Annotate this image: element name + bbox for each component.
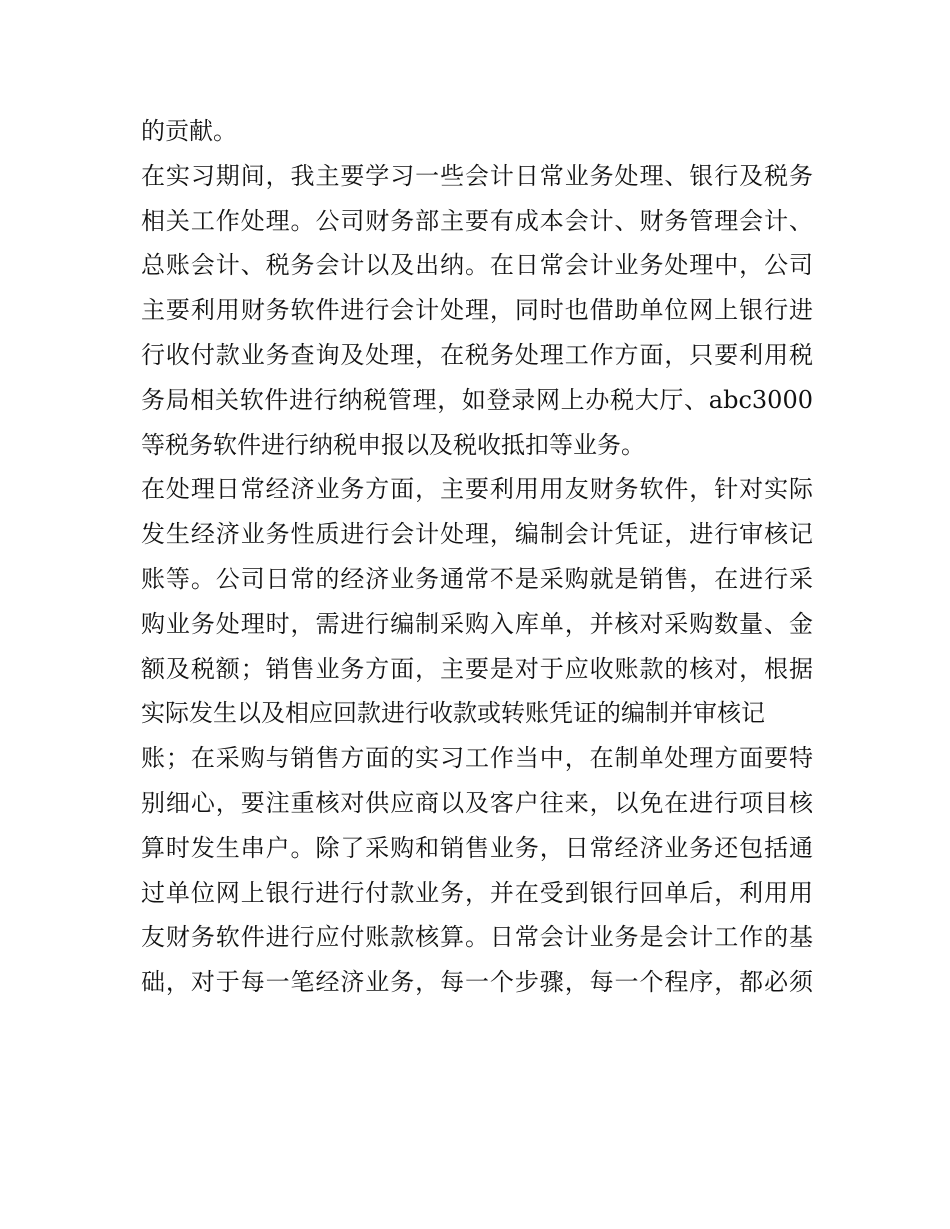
text-line: 的贡献。 <box>141 117 237 145</box>
text-line: 总账会计、税务会计以及出纳。在日常会计业务处理中，公司 <box>141 251 813 280</box>
text-line: 过单位网上银行进行付款业务，并在受到银行回单后，利用用 <box>141 878 813 907</box>
text-line: 实际发生以及相应回款进行收款或转账凭证的编制并审核记 <box>141 699 765 728</box>
text-line: 友财务软件进行应付账款核算。日常会计业务是会计工作的基 <box>141 923 813 952</box>
text-line: 额及税额；销售业务方面，主要是对于应收账款的核对，根据 <box>141 654 813 683</box>
text-line: 相关工作处理。公司财务部主要有成本会计、财务管理会计、 <box>141 206 813 235</box>
text-line: 等税务软件进行纳税申报以及税收抵扣等业务。 <box>141 430 645 459</box>
text-line: 账等。公司日常的经济业务通常不是采购就是销售，在进行采 <box>141 564 813 593</box>
text-line: 础，对于每一笔经济业务，每一个步骤，每一个程序，都必须 <box>141 968 813 997</box>
text-line: 在处理日常经济业务方面，主要利用用友财务软件，针对实际 <box>141 475 813 504</box>
text-line: 发生经济业务性质进行会计处理，编制会计凭证，进行审核记 <box>141 520 813 549</box>
text-line: 行收付款业务查询及处理，在税务处理工作方面，只要利用税 <box>141 340 813 369</box>
text-line: 账；在采购与销售方面的实习工作当中，在制单处理方面要特 <box>141 744 813 773</box>
text-line: 在实习期间，我主要学习一些会计日常业务处理、银行及税务 <box>141 161 813 190</box>
text-line: 购业务处理时，需进行编制采购入库单，并核对采购数量、金 <box>141 609 813 638</box>
text-line: 别细心，要注重核对供应商以及客户往来，以免在进行项目核 <box>141 788 813 817</box>
text-line: 务局相关软件进行纳税管理，如登录网上办税大厅、abc3000 <box>141 385 813 414</box>
document-body <box>141 109 813 1005</box>
text-line: 主要利用财务软件进行会计处理，同时也借助单位网上银行进 <box>141 296 813 325</box>
text-line: 算时发生串户。除了采购和销售业务，日常经济业务还包括通 <box>141 833 813 862</box>
